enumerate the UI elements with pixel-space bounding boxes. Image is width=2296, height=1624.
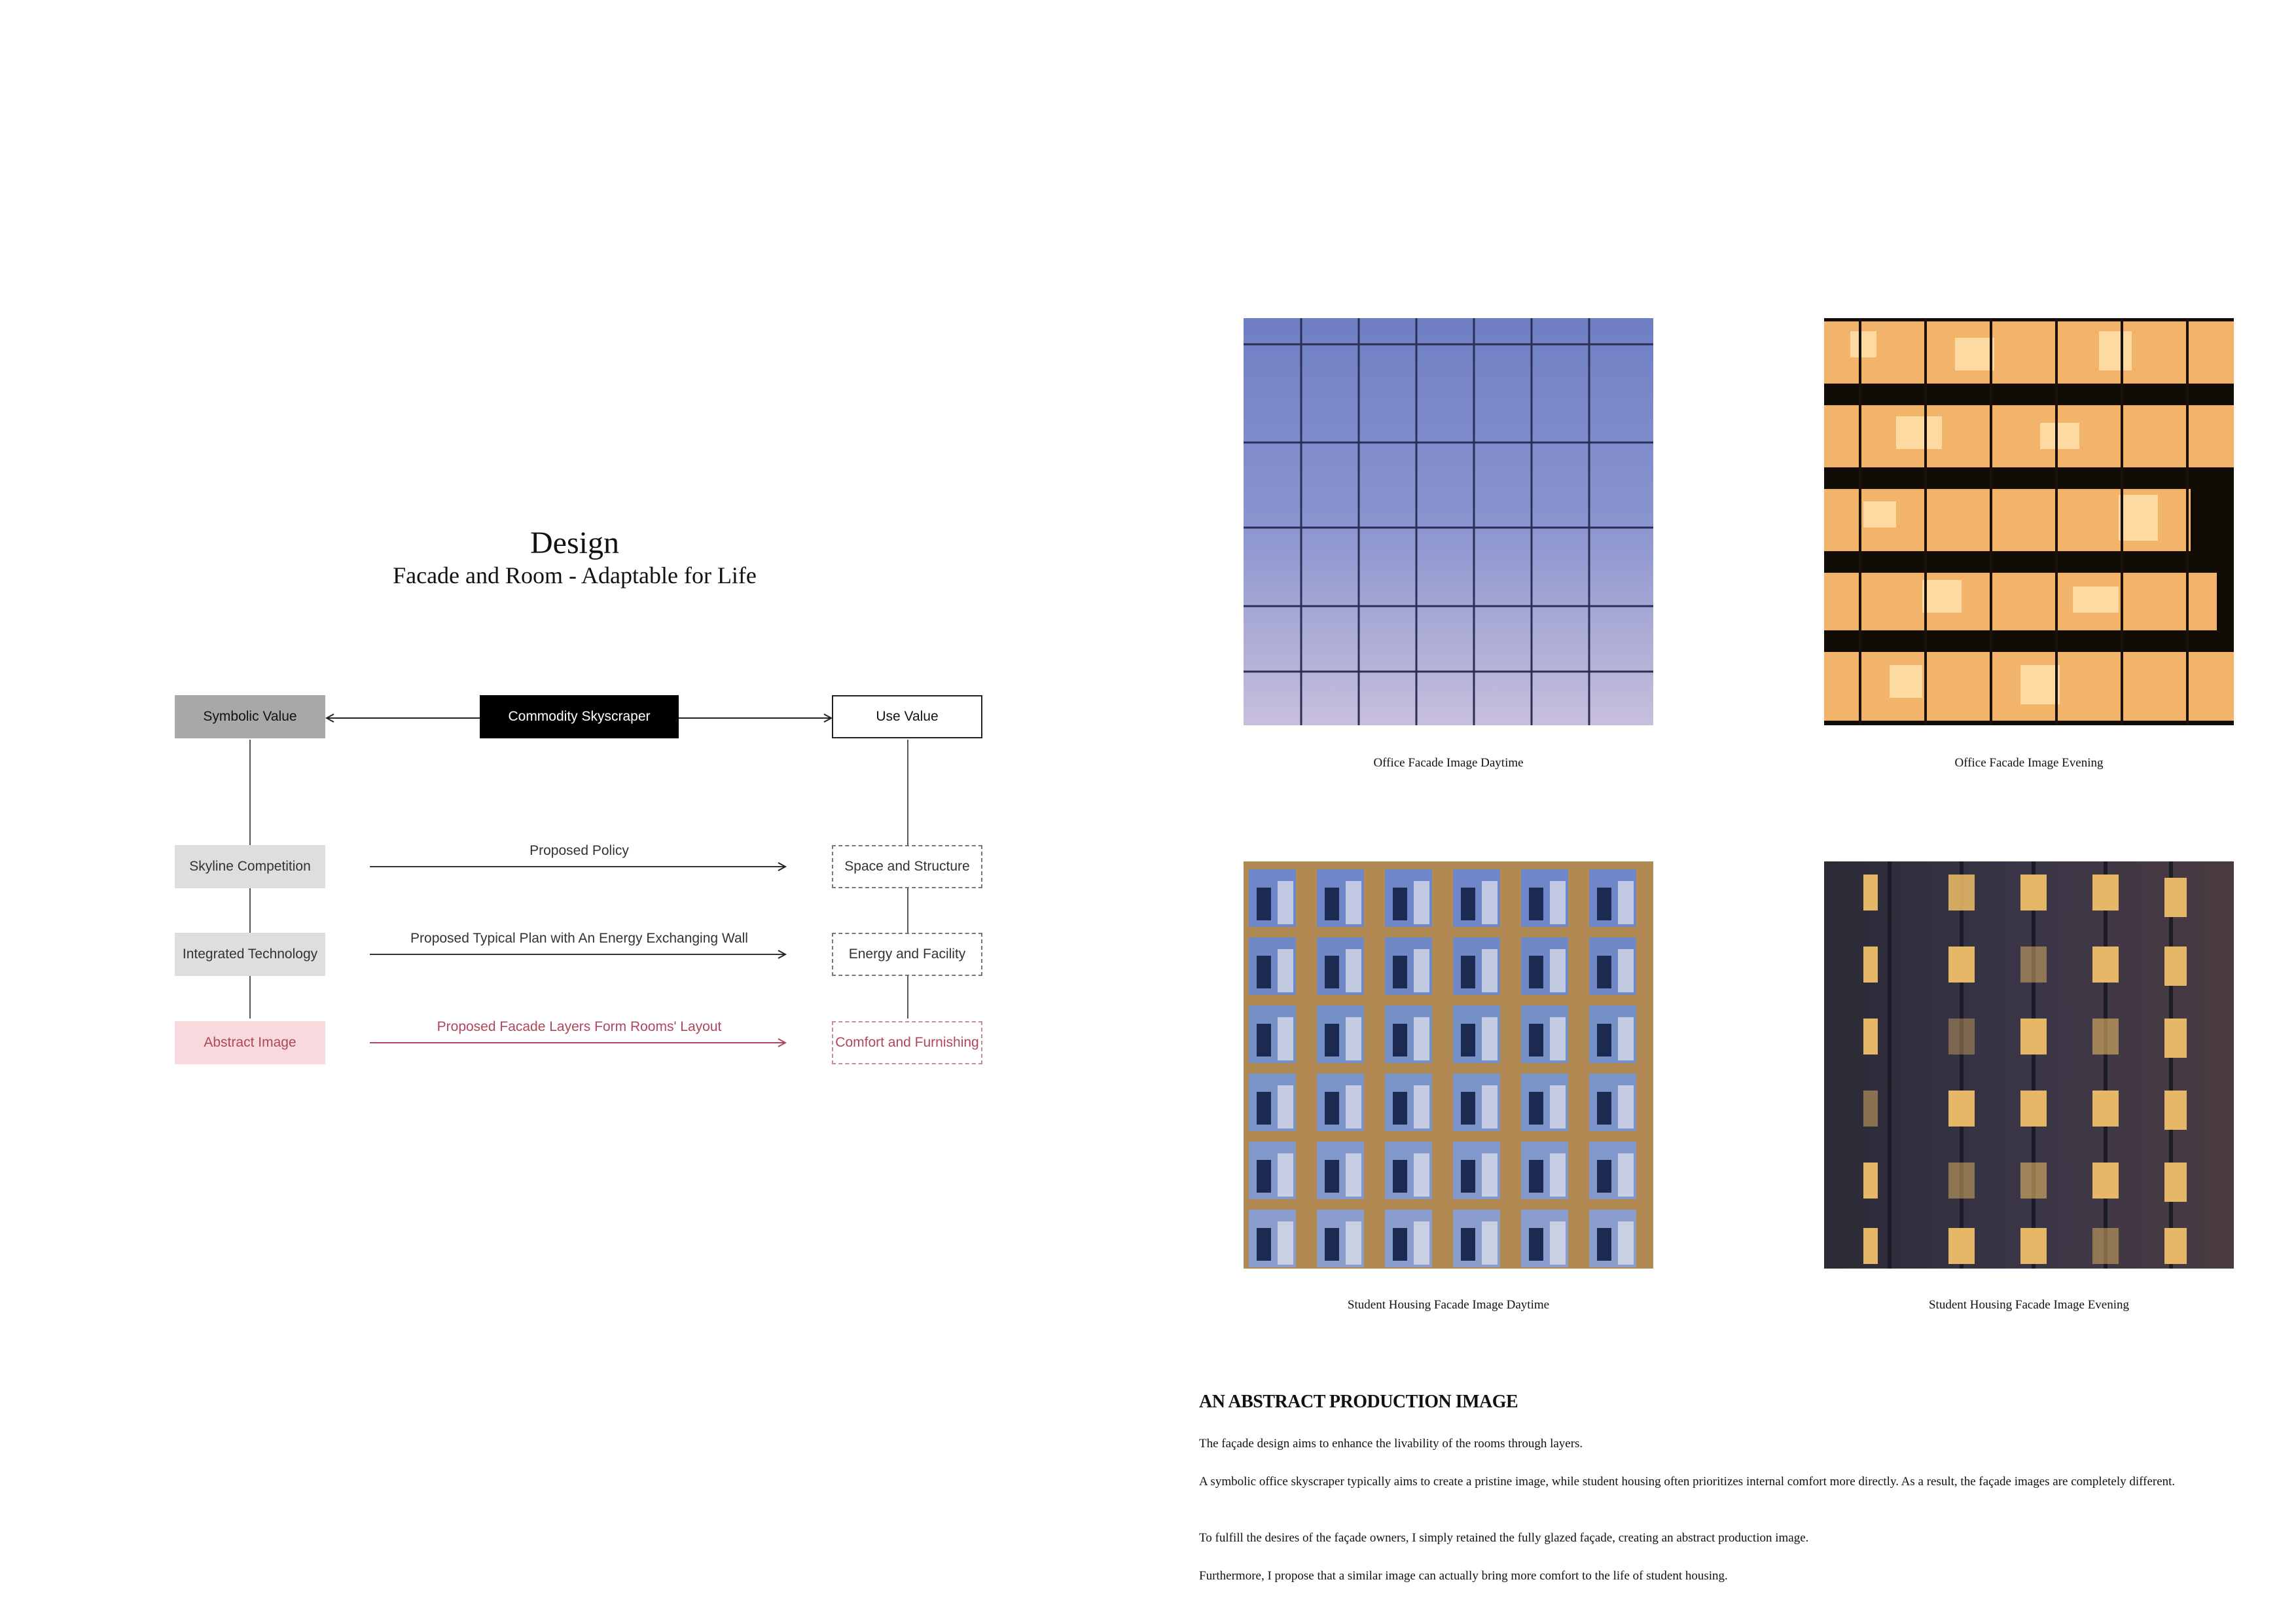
page-title: Design [530,526,619,560]
node-commodity-skyscraper: Commodity Skyscraper [480,695,679,738]
node-skyline-competition: Skyline Competition [175,845,325,888]
arrow-label-facade: Proposed Facade Layers Form Rooms' Layout [437,1019,722,1034]
office-facade-evening-image [1824,318,2234,725]
caption-office-daytime: Office Facade Image Daytime [1373,756,1524,770]
arrow-label-policy: Proposed Policy [529,843,629,858]
student-housing-daytime-image [1244,861,1653,1269]
node-space-structure: Space and Structure [832,845,982,888]
node-symbolic-value: Symbolic Value [175,695,325,738]
caption-student-evening: Student Housing Facade Image Evening [1928,1298,2130,1312]
node-integrated-technology: Integrated Technology [175,933,325,976]
section-heading: AN ABSTRACT PRODUCTION IMAGE [1199,1392,1518,1412]
paragraph-1: The façade design aims to enhance the livability of the rooms through layers. [1199,1437,1583,1451]
student-housing-evening-image [1824,861,2234,1269]
caption-student-daytime: Student Housing Facade Image Daytime [1347,1298,1550,1312]
node-comfort-furnishing: Comfort and Furnishing [832,1021,982,1064]
node-abstract-image: Abstract Image [175,1021,325,1064]
office-facade-daytime-image [1244,318,1653,725]
arrow-label-plan: Proposed Typical Plan with An Energy Exchanging Wall [410,931,748,946]
paragraph-3: To fulfill the desires of the façade owners, I simply retained the fully glazed façade, creating an abstract production image. [1199,1531,1809,1545]
paragraph-4: Furthermore, I propose that a similar image can actually bring more comfort to the life of student housing. [1199,1569,1728,1583]
page-subtitle: Facade and Room - Adaptable for Life [393,562,757,588]
node-energy-facility: Energy and Facility [832,933,982,976]
node-use-value: Use Value [832,695,982,738]
caption-office-evening: Office Facade Image Evening [1954,756,2104,770]
paragraph-2: A symbolic office skyscraper typically aims to create a pristine image, while student housing often prioritizes internal comfort more directly. As a result, the façade images are completely different. [1199,1475,2176,1489]
